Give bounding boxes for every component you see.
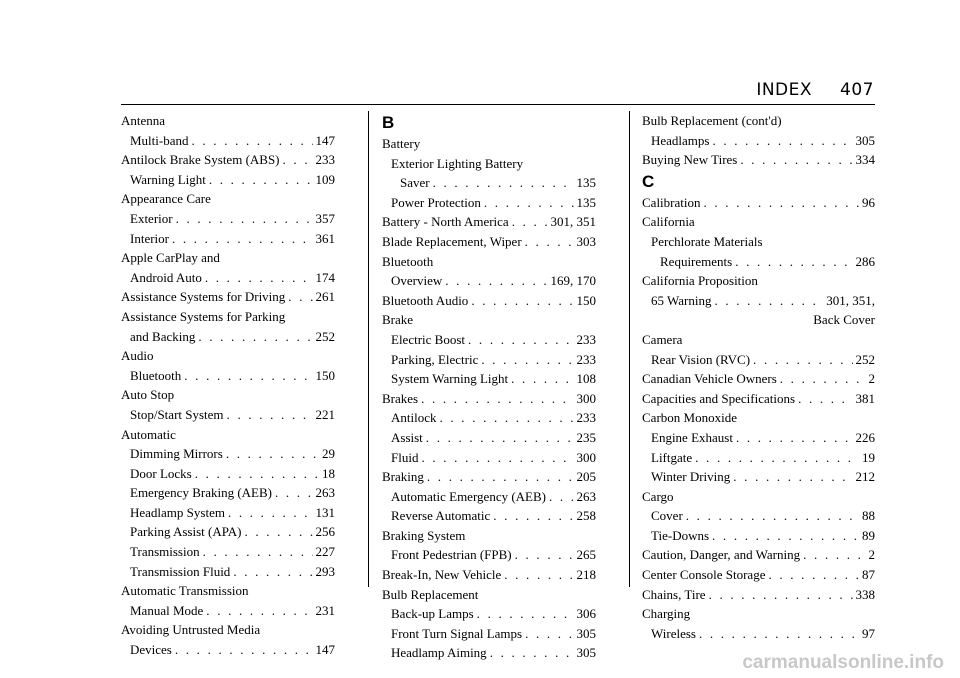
page-reference: 300 — [576, 449, 596, 465]
entry-text: Power Protection — [391, 194, 481, 210]
index-entry — [121, 620, 335, 640]
entry-text: Chains, Tire — [642, 586, 706, 602]
leader-dots — [490, 643, 574, 663]
index-entry — [382, 545, 596, 565]
entry-text: Interior — [130, 230, 169, 246]
index-entry — [382, 134, 596, 154]
leader-dots — [780, 369, 866, 389]
index-entry — [642, 131, 875, 151]
index-entry — [382, 506, 596, 526]
index-entry — [382, 585, 596, 605]
index-entry — [382, 154, 596, 174]
entry-text: Door Locks — [130, 465, 192, 481]
page-reference: 305 — [576, 645, 596, 661]
index-entry — [382, 173, 596, 193]
index-entry — [121, 268, 335, 288]
leader-dots — [549, 487, 574, 507]
section-letter-b: B — [382, 113, 395, 132]
index-entry — [121, 366, 335, 386]
index-entry — [382, 604, 596, 624]
entry-text: Audio — [121, 348, 154, 364]
entry-text: Brake — [382, 312, 414, 328]
leader-dots — [206, 601, 312, 621]
index-entry — [382, 350, 596, 370]
leader-dots — [709, 585, 853, 605]
entry-text: Assistance Systems for Parking — [121, 308, 286, 324]
leader-dots — [504, 565, 573, 585]
entry-text: Avoiding Untrusted Media — [121, 622, 261, 638]
leader-dots — [440, 408, 574, 428]
index-entry — [121, 209, 335, 229]
index-entry — [121, 464, 335, 484]
page-reference: 150 — [315, 367, 335, 383]
entry-text: Transmission — [130, 544, 200, 560]
entry-text: Fluid — [391, 449, 419, 465]
page-reference: 233 — [576, 410, 596, 426]
index-column-3 — [642, 111, 875, 643]
index-entry — [121, 542, 335, 562]
leader-dots — [704, 193, 860, 213]
index-entry — [121, 503, 335, 523]
entry-text: Exterior — [130, 210, 173, 226]
index-entry — [382, 467, 596, 487]
page-reference: 174 — [315, 269, 335, 285]
index-entry — [642, 408, 875, 428]
page-reference: 150 — [576, 292, 596, 308]
entry-text: Emergency Braking (AEB) — [130, 485, 272, 501]
entry-text: Reverse Automatic — [391, 508, 491, 524]
entry-text: Break-In, New Vehicle — [382, 567, 502, 583]
entry-text: Multi-band — [130, 132, 189, 148]
page-reference: 88 — [862, 508, 875, 524]
page-reference: 263 — [576, 488, 596, 504]
index-entry — [642, 506, 875, 526]
page-reference: 252 — [855, 351, 875, 367]
leader-dots — [205, 268, 313, 288]
entry-text: Cover — [651, 508, 683, 524]
entry-text: System Warning Light — [391, 371, 509, 387]
index-entry — [121, 405, 335, 425]
page-reference: 305 — [576, 625, 596, 641]
index-column-2 — [382, 111, 596, 663]
index-entry — [382, 487, 596, 507]
entry-text: Exterior Lighting Battery — [391, 155, 524, 171]
page-reference: 212 — [855, 469, 875, 485]
entry-text: Saver — [400, 175, 430, 191]
index-entry — [121, 444, 335, 464]
index-entry — [121, 385, 335, 405]
entry-text: Tie-Downs — [651, 527, 710, 543]
page-reference: 89 — [862, 527, 875, 543]
leader-dots — [172, 229, 313, 249]
index-entry — [121, 483, 335, 503]
entry-text: Antenna — [121, 113, 166, 128]
leader-dots — [433, 173, 574, 193]
index-entry — [121, 640, 335, 660]
page-reference: 2 — [868, 547, 875, 563]
index-entry — [642, 448, 875, 468]
page-reference: 334 — [855, 152, 875, 168]
page-reference: 147 — [315, 642, 335, 658]
leader-dots — [445, 271, 547, 291]
entry-text: Wireless — [651, 625, 696, 641]
page-reference: 19 — [862, 449, 875, 465]
page-reference: 252 — [315, 328, 335, 344]
index-entries-b-continued — [642, 111, 875, 170]
index-entry — [382, 193, 596, 213]
index-entry — [121, 131, 335, 151]
index-entry — [121, 327, 335, 347]
page-reference: 87 — [862, 567, 875, 583]
leader-dots — [803, 545, 865, 565]
index-entries-b — [382, 134, 596, 663]
leader-dots — [426, 428, 574, 448]
leader-dots — [753, 350, 852, 370]
index-entry — [642, 526, 875, 546]
entry-text: Assistance Systems for Driving — [121, 289, 286, 305]
leader-dots — [736, 428, 853, 448]
index-entry — [121, 346, 335, 366]
leader-dots — [275, 483, 313, 503]
index-column-1 — [121, 111, 335, 660]
index-entry — [121, 425, 335, 445]
page-reference: 108 — [576, 371, 596, 387]
page-reference: 357 — [315, 210, 335, 226]
index-entry — [121, 287, 335, 307]
leader-dots — [714, 291, 823, 311]
entry-text: Auto Stop — [121, 387, 175, 403]
page-reference: 305 — [855, 132, 875, 148]
page-reference: 303 — [576, 233, 596, 249]
leader-dots — [176, 209, 313, 229]
index-entry — [642, 389, 875, 409]
index-entry — [642, 291, 875, 311]
index-entry — [382, 643, 596, 663]
page-reference: 205 — [576, 469, 596, 485]
page-reference: 233 — [315, 152, 335, 168]
leader-dots — [493, 506, 573, 526]
index-entry — [121, 307, 335, 327]
section-title: INDEX — [756, 80, 813, 100]
entry-text: Carbon Monoxide — [642, 410, 737, 426]
page-reference: 381 — [855, 390, 875, 406]
page-reference: 18 — [322, 465, 335, 481]
leader-dots — [283, 150, 313, 170]
index-entry — [642, 271, 875, 291]
index-entry — [121, 189, 335, 209]
leader-dots — [511, 369, 573, 389]
index-entry — [642, 111, 875, 131]
index-entry — [642, 545, 875, 565]
entry-text: Apple CarPlay and — [121, 250, 220, 266]
index-entry — [642, 604, 875, 624]
page-reference: 109 — [315, 171, 335, 187]
index-entry — [121, 170, 335, 190]
entry-text: Camera — [642, 331, 683, 347]
page-reference: 2 — [868, 371, 875, 387]
leader-dots — [735, 252, 852, 272]
watermark: carmanualsonline.info — [742, 652, 944, 673]
page-reference: 301, 351, — [826, 292, 875, 308]
entry-text: Parking, Electric — [391, 351, 479, 367]
leader-dots — [798, 389, 852, 409]
page-reference: 256 — [315, 524, 335, 540]
leader-dots — [209, 170, 313, 190]
index-entry — [642, 252, 875, 272]
index-entry — [642, 467, 875, 487]
page-reference: 258 — [576, 508, 596, 524]
leader-dots — [468, 330, 573, 350]
index-entry — [382, 408, 596, 428]
leader-dots — [233, 562, 312, 582]
entry-text: Brakes — [382, 390, 419, 406]
entry-text: Antilock — [391, 410, 437, 426]
leader-dots — [740, 150, 852, 170]
leader-dots — [244, 522, 312, 542]
entry-text: Winter Driving — [651, 469, 731, 485]
entry-text: Battery — [382, 136, 421, 151]
entry-text: Assist — [391, 429, 423, 445]
entry-text: Manual Mode — [130, 602, 204, 618]
page-reference: 300 — [576, 390, 596, 406]
page-reference: 147 — [315, 132, 335, 148]
index-entry — [382, 526, 596, 546]
index-entry — [382, 565, 596, 585]
leader-dots — [712, 526, 859, 546]
leader-dots — [228, 503, 313, 523]
entry-text: Caution, Danger, and Warning — [642, 547, 801, 563]
index-entry — [121, 581, 335, 601]
entry-text: Blade Replacement, Wiper — [382, 233, 522, 249]
leader-dots — [192, 131, 313, 151]
entry-text: Stop/Start System — [130, 406, 224, 422]
entry-text: Rear Vision (RVC) — [651, 351, 751, 367]
leader-dots — [515, 545, 574, 565]
index-entry — [382, 330, 596, 350]
leader-dots — [421, 448, 573, 468]
leader-dots — [525, 624, 573, 644]
entry-text: Warning Light — [130, 171, 206, 187]
page-reference: 306 — [576, 606, 596, 622]
index-entries-c-more — [642, 330, 875, 644]
entry-text: Calibration — [642, 194, 701, 210]
entry-text: Liftgate — [651, 449, 693, 465]
leader-dots — [699, 624, 859, 644]
leader-dots — [477, 604, 574, 624]
index-entry — [121, 111, 335, 131]
entry-text: Cargo — [642, 488, 674, 504]
continued-page-reference: Back Cover — [813, 312, 875, 328]
leader-dots — [184, 366, 312, 386]
leader-dots — [227, 405, 313, 425]
leader-dots — [195, 464, 319, 484]
entry-text: Headlamps — [651, 132, 710, 148]
index-entry — [642, 565, 875, 585]
entry-text: Center Console Storage — [642, 567, 766, 583]
page-reference: 227 — [315, 544, 335, 560]
page-reference: 226 — [855, 429, 875, 445]
index-entry — [642, 487, 875, 507]
entry-text: Front Turn Signal Lamps — [391, 625, 523, 641]
entry-text: California — [642, 214, 695, 230]
index-entry — [382, 624, 596, 644]
index-entry — [121, 562, 335, 582]
index-entry — [121, 601, 335, 621]
entry-text: Front Pedestrian (FPB) — [391, 547, 512, 563]
page-number: 407 — [840, 80, 874, 100]
entry-text: Transmission Fluid — [130, 563, 231, 579]
page-reference: 97 — [862, 625, 875, 641]
page-reference: 29 — [322, 446, 335, 462]
entry-text: Requirements — [660, 253, 733, 269]
page-reference: 361 — [315, 230, 335, 246]
page-reference: 261 — [315, 289, 335, 305]
index-entry — [382, 271, 596, 291]
page-reference: 135 — [576, 194, 596, 210]
index-entries-c — [642, 193, 875, 311]
index-entry — [642, 624, 875, 644]
page-reference: 231 — [315, 602, 335, 618]
leader-dots — [484, 193, 574, 213]
leader-dots — [695, 448, 859, 468]
entry-text: Android Auto — [130, 269, 202, 285]
entry-text: Parking Assist (APA) — [130, 524, 242, 540]
index-entry — [382, 252, 596, 272]
index-entry — [121, 150, 335, 170]
page-reference: 286 — [855, 253, 875, 269]
entry-text: Devices — [130, 642, 172, 658]
page-reference: 293 — [315, 563, 335, 579]
index-entry — [382, 448, 596, 468]
leader-dots — [427, 467, 574, 487]
index-entry — [121, 229, 335, 249]
leader-dots — [175, 640, 313, 660]
entry-text: California Proposition — [642, 273, 758, 289]
index-entry — [642, 585, 875, 605]
page-reference: 233 — [576, 351, 596, 367]
index-entry — [642, 212, 875, 232]
entry-text: Bluetooth — [382, 253, 434, 269]
entry-text: Buying New Tires — [642, 152, 738, 168]
page-reference: 233 — [576, 331, 596, 347]
index-entry — [642, 232, 875, 252]
page-reference: 221 — [315, 406, 335, 422]
leader-dots — [421, 389, 573, 409]
page-reference: 301, 351 — [550, 214, 596, 230]
page-reference: 218 — [576, 567, 596, 583]
page-reference: 338 — [855, 586, 875, 602]
page-reference: 135 — [576, 175, 596, 191]
page-reference: 169, 170 — [550, 273, 596, 289]
entry-text: Appearance Care — [121, 191, 211, 207]
column-divider — [368, 111, 369, 587]
index-entry — [642, 193, 875, 213]
index-entry — [642, 150, 875, 170]
entry-text: Electric Boost — [391, 331, 466, 347]
entry-text: Antilock Brake System (ABS) — [121, 152, 280, 168]
leader-dots — [768, 565, 859, 585]
entry-text: Perchlorate Materials — [651, 233, 763, 249]
entry-text: Headlamp Aiming — [391, 645, 487, 661]
entry-text: and Backing — [130, 328, 196, 344]
leader-dots — [733, 467, 852, 487]
entry-text: Back-up Lamps — [391, 606, 474, 622]
entry-text: Automatic Transmission — [121, 583, 249, 599]
entry-text: Capacities and Specifications — [642, 390, 796, 406]
index-entry — [382, 369, 596, 389]
header-rule — [121, 104, 875, 105]
index-entry — [382, 232, 596, 252]
section-letter-c: C — [642, 171, 655, 191]
leader-dots — [712, 131, 852, 151]
index-entry — [382, 291, 596, 311]
page-reference: 235 — [576, 429, 596, 445]
entry-text: Automatic — [121, 426, 176, 442]
entry-text: Overview — [391, 273, 443, 289]
entry-text: Battery - North America — [382, 214, 509, 230]
entry-text: Braking System — [382, 527, 466, 543]
column-divider — [629, 111, 630, 587]
index-entry — [642, 350, 875, 370]
entry-text: Bluetooth Audio — [382, 292, 469, 308]
page-reference: 263 — [315, 485, 335, 501]
leader-dots — [203, 542, 313, 562]
index-entry — [642, 369, 875, 389]
entry-text: Braking — [382, 469, 424, 485]
index-entry — [382, 310, 596, 330]
page-reference: 131 — [315, 504, 335, 520]
leader-dots — [686, 506, 859, 526]
leader-dots — [198, 327, 312, 347]
entry-text: Bluetooth — [130, 367, 182, 383]
page-reference: 96 — [862, 194, 875, 210]
entry-text: Bulb Replacement (cont'd) — [642, 113, 782, 128]
leader-dots — [481, 350, 573, 370]
entry-text: Bulb Replacement — [382, 586, 479, 602]
entry-text: Dimming Mirrors — [130, 446, 223, 462]
leader-dots — [471, 291, 573, 311]
entry-text: Headlamp System — [130, 504, 225, 520]
entry-text: 65 Warning — [651, 292, 712, 308]
index-entry — [121, 522, 335, 542]
leader-dots — [288, 287, 312, 307]
index-entry — [382, 212, 596, 232]
index-entry — [642, 428, 875, 448]
index-entry — [382, 389, 596, 409]
leader-dots — [512, 212, 548, 232]
leader-dots — [525, 232, 574, 252]
page-header — [756, 80, 874, 100]
index-entry — [121, 248, 335, 268]
page-reference: 265 — [576, 547, 596, 563]
index-entry — [642, 330, 875, 350]
entry-text: Engine Exhaust — [651, 429, 733, 445]
leader-dots — [226, 444, 319, 464]
entry-text: Charging — [642, 606, 691, 622]
entry-text: Canadian Vehicle Owners — [642, 371, 777, 387]
entry-text: Automatic Emergency (AEB) — [391, 488, 546, 504]
index-entry — [382, 428, 596, 448]
